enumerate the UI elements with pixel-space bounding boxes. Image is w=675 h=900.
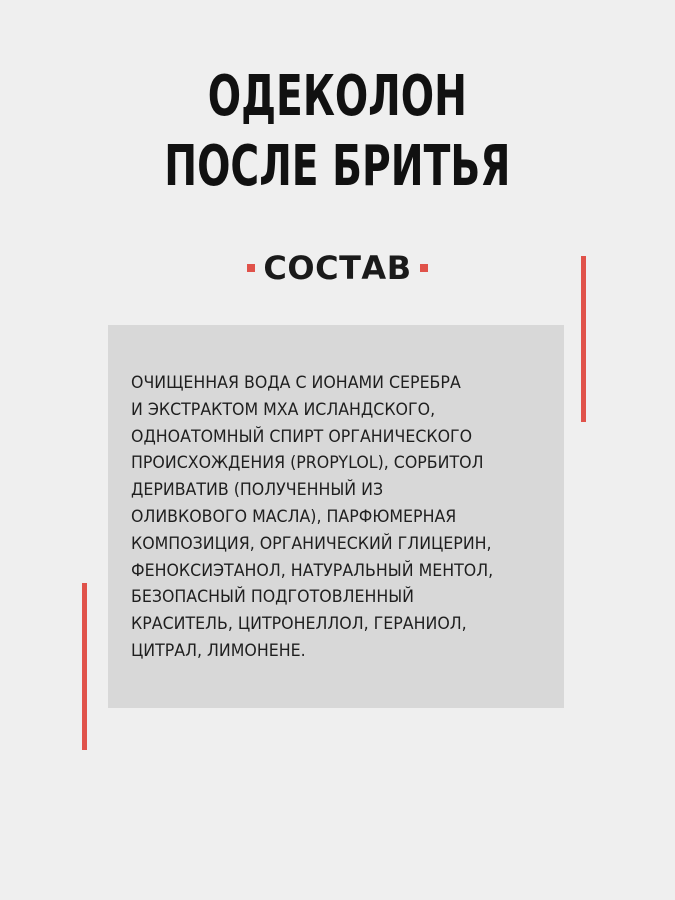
right-square-marker	[420, 264, 428, 272]
ingredients-box	[108, 325, 564, 708]
accent-line-right	[581, 256, 586, 422]
title-line-1: ОДЕКОЛОН	[207, 64, 467, 129]
ingredients-text: ОЧИЩЕННАЯ ВОДА С ИОНАМИ СЕРЕБРА И ЭКСТРАКТОМ МХА ИСЛАНДСКОГО, ОДНОАТОМНЫЙ СПИРТ ОРГАНИЧЕСКОГО ПРОИСХОЖДЕНИЯ (PROPYLOL), СОРБИТОЛ ДЕРИВАТИВ (ПОЛУЧЕННЫЙ ИЗ ОЛИВКОВОГО МАСЛА), ПАРФЮМЕРНАЯ КОМПОЗИЦИЯ, ОРГАНИЧЕСКИЙ ГЛИЦЕРИН, ФЕНОКСИЭТАНОЛ, НАТУРАЛЬНЫЙ МЕНТОЛ, БЕЗОПАСНЫЙ ПОДГОТОВЛЕННЫЙ КРАСИТЕЛЬ, ЦИТРОНЕЛЛОЛ, ГЕРАНИОЛ, ЦИТРАЛ, ЛИМОНЕНЕ.	[131, 373, 494, 661]
title-line-2: ПОСЛЕ БРИТЬЯ	[164, 134, 511, 199]
page-title	[101, 62, 573, 202]
left-square-marker	[247, 264, 255, 272]
section-heading	[0, 244, 675, 292]
accent-line-left	[82, 583, 87, 750]
section-label: СОСТАВ	[263, 249, 412, 287]
